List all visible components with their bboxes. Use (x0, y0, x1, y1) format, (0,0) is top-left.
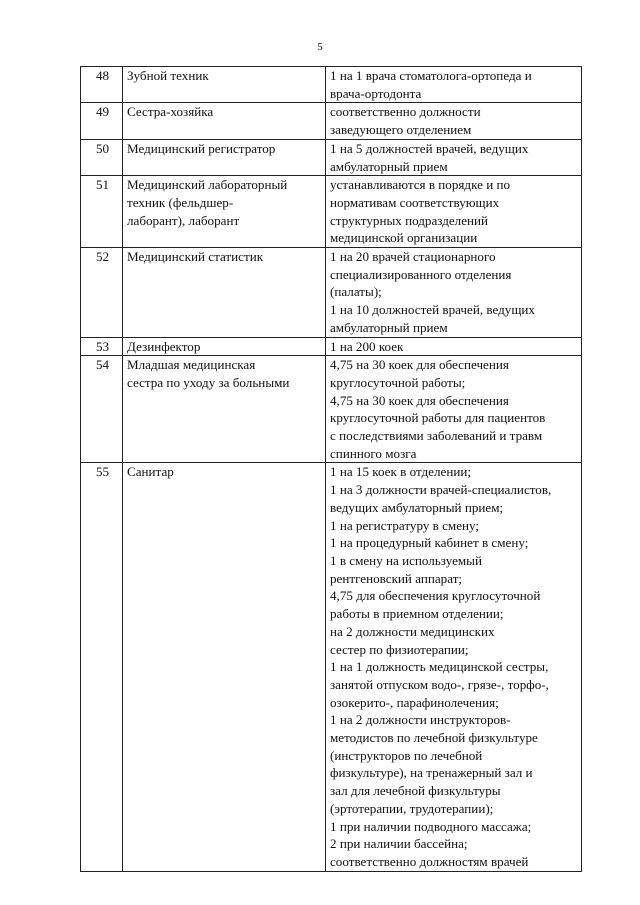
staffing-norm-cell (326, 176, 582, 248)
staffing-norm-cell (326, 463, 582, 871)
row-number: 52 (95, 249, 110, 265)
staffing-norm-line: с последствиями заболеваний и травм (330, 428, 543, 444)
position-title-cell (123, 356, 326, 463)
staffing-norm-line: 1 на 3 должности врачей-специалистов, (330, 482, 552, 498)
staffing-norm-line: 1 на 2 должности инструкторов- (330, 712, 511, 728)
staffing-norm-cell (326, 103, 582, 139)
staffing-norm-line: круглосуточной работы для пациентов (330, 410, 546, 426)
row-number-cell (81, 139, 123, 175)
row-number-cell (81, 463, 123, 871)
row-number: 55 (95, 464, 110, 480)
row-number: 50 (95, 140, 110, 156)
position-title-cell (123, 337, 326, 356)
row-number-cell (81, 103, 123, 139)
staffing-norm-line: соответственно должности (330, 104, 481, 120)
row-number: 53 (95, 338, 110, 354)
staffing-norm-line: 4,75 на 30 коек для обеспечения (330, 357, 509, 373)
position-title-line: Медицинский статистик (127, 249, 264, 265)
staffing-norm-line: на 2 должности медицинских (330, 623, 495, 639)
staffing-norm-line: 1 в смену на используемый (330, 552, 482, 568)
position-title-line: лаборант), лаборант (127, 212, 240, 228)
staffing-norm-line: 1 при наличии подводного массажа; (330, 818, 532, 834)
position-title-cell (123, 176, 326, 248)
position-title-cell (123, 67, 326, 103)
staffing-norm-line: устанавливаются в порядке и по (330, 177, 511, 193)
position-title-line: Санитар (127, 464, 174, 480)
staffing-norm-line: 1 на регистратуру в смену; (330, 517, 480, 533)
position-title-cell (123, 103, 326, 139)
staffing-norm-line: (эртотерапии, трудотерапии); (330, 800, 494, 816)
table-row (81, 337, 582, 356)
staffing-norm-line: спинного мозга (330, 445, 417, 461)
staffing-norm-line: (инструкторов по лечебной (330, 747, 483, 763)
staffing-norm-line: амбулаторный прием (330, 158, 448, 174)
staffing-norm-cell (326, 337, 582, 356)
staffing-norm-line: 1 на 15 коек в отделении; (330, 464, 471, 480)
staffing-norm-line: методистов по лечебной физкультуре (330, 730, 538, 746)
row-number-cell (81, 356, 123, 463)
staffing-norm-line: 2 при наличии бассейна; (330, 836, 468, 852)
staffing-norm-line: 1 на 1 врача стоматолога-ортопеда и (330, 68, 532, 83)
page-number: 5 (317, 41, 323, 53)
position-title-line: Сестра-хозяйка (127, 104, 214, 120)
table-body (81, 67, 582, 872)
staffing-norm-line: 1 на 5 должностей врачей, ведущих (330, 140, 529, 156)
table-row (81, 103, 582, 139)
staffing-norm-line: сестер по физиотерапии; (330, 641, 469, 657)
staffing-norm-line: соответственно должностям врачей (330, 853, 529, 869)
position-title-cell (123, 248, 326, 338)
position-title-line: Медицинский лабораторный (127, 177, 288, 193)
row-number: 48 (95, 68, 110, 83)
staffing-norm-line: 1 на 10 должностей врачей, ведущих (330, 302, 535, 318)
row-number: 49 (95, 104, 110, 120)
staffing-norm-line: рентгеновский аппарат; (330, 570, 463, 586)
staffing-norm-line: заведующего отделением (330, 122, 472, 138)
staffing-norm-cell (326, 139, 582, 175)
row-number: 54 (95, 357, 110, 373)
position-title-line: Дезинфектор (127, 338, 201, 354)
row-number-cell (81, 67, 123, 103)
table-row (81, 356, 582, 463)
staffing-norm-cell (326, 248, 582, 338)
staffing-norm-line: физкультуре), на тренажерный зал и (330, 765, 533, 781)
table-row (81, 67, 582, 103)
position-title-cell (123, 463, 326, 871)
staffing-norm-line: медицинской организации (330, 230, 478, 246)
staffing-norm-line: 4,75 для обеспечения круглосуточной (330, 588, 541, 604)
staffing-norm-line: 1 на 20 врачей стационарного (330, 249, 496, 265)
table-row (81, 248, 582, 338)
staffing-norm-cell (326, 356, 582, 463)
position-title-line: Зубной техник (127, 68, 209, 83)
staffing-norm-line: врача-ортодонта (330, 85, 422, 101)
row-number: 51 (95, 177, 110, 193)
staffing-norm-line: 4,75 на 30 коек для обеспечения (330, 392, 509, 408)
table-row (81, 463, 582, 871)
staffing-norm-line: 1 на 1 должность медицинской сестры, (330, 659, 549, 675)
position-title-line: сестра по уходу за больными (127, 374, 290, 390)
staffing-norm-line: амбулаторный прием (330, 319, 448, 335)
staffing-norm-line: нормативам соответствующих (330, 194, 500, 210)
row-number-cell (81, 176, 123, 248)
staffing-norm-line: круглосуточной работы; (330, 374, 466, 390)
staffing-norm-cell (326, 67, 582, 103)
staffing-table (80, 66, 582, 872)
staffing-norm-line: структурных подразделений (330, 212, 489, 228)
staffing-norm-line: занятой отпуском водо-, грязе-, торфо-, (330, 676, 549, 692)
staffing-norm-line: работы в приемном отделении; (330, 606, 504, 622)
staffing-norm-line: зал для лечебной физкультуры (330, 783, 501, 799)
staffing-norm-line: 1 на процедурный кабинет в смену; (330, 535, 529, 551)
position-title-cell (123, 139, 326, 175)
staffing-norm-line: (палаты); (330, 284, 382, 300)
table-row (81, 176, 582, 248)
position-title-line: техник (фельдшер- (127, 194, 234, 210)
staffing-norm-line: специализированного отделения (330, 266, 512, 282)
staffing-norm-line: ведущих амбулаторный прием; (330, 499, 504, 515)
staffing-norm-line: озокерито-, парафинолечения; (330, 694, 499, 710)
row-number-cell (81, 337, 123, 356)
row-number-cell (81, 248, 123, 338)
staffing-norm-line: 1 на 200 коек (330, 338, 404, 354)
table-row (81, 139, 582, 175)
position-title-line: Медицинский регистратор (127, 140, 276, 156)
position-title-line: Младшая медицинская (127, 357, 256, 373)
